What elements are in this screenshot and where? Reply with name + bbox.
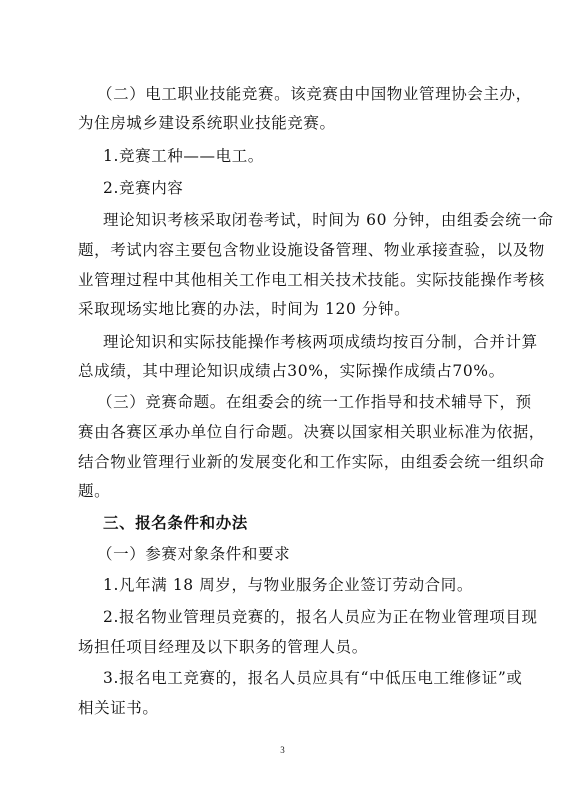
theory-paragraph-line-1: 理论知识考核采取闭卷考试，时间为 60 分钟，由组委会统一命 — [103, 211, 554, 229]
section-proposition-line-4: 题。 — [78, 482, 111, 500]
subheading-participants: （一）参赛对象条件和要求 — [97, 545, 291, 563]
section-electrician-competition-line-2: 为住房城乡建设系统职业技能竞赛。 — [78, 114, 336, 132]
score-paragraph-line-2: 总成绩，其中理论知识成绩占30%，实际操作成绩占70%。 — [78, 362, 505, 380]
heading-registration: 三、报名条件和办法 — [103, 514, 248, 532]
theory-paragraph-line-3: 业管理过程中其他相关工作电工相关技术技能。实际技能操作考核 — [78, 271, 545, 289]
theory-paragraph-line-4: 采取现场实地比赛的办法，时间为 120 分钟。 — [78, 300, 411, 318]
item-competition-type: 1.竞赛工种——电工。 — [103, 147, 264, 165]
requirement-1: 1.凡年满 18 周岁，与物业服务企业签订劳动合同。 — [103, 576, 473, 594]
requirement-3-line-2: 相关证书。 — [78, 699, 159, 717]
requirement-2-line-2: 场担任项目经理及以下职务的管理人员。 — [78, 638, 368, 656]
theory-paragraph-line-2: 题，考试内容主要包含物业设施设备管理、物业承接查验，以及物 — [78, 241, 545, 259]
section-electrician-competition-line-1: （二）电工职业技能竞赛。该竞赛由中国物业管理协会主办， — [97, 85, 532, 103]
requirement-3-line-1: 3.报名电工竞赛的，报名人员应具有“中低压电工维修证”或 — [103, 669, 523, 687]
page-number: 3 — [280, 745, 285, 755]
section-proposition-line-3: 结合物业管理行业新的发展变化和工作实际，由组委会统一组织命 — [78, 453, 545, 471]
item-competition-content: 2.竞赛内容 — [103, 179, 184, 197]
section-proposition-line-1: （三）竞赛命题。在组委会的统一工作指导和技术辅导下，预 — [97, 393, 532, 411]
section-proposition-line-2: 赛由各赛区承办单位自行命题。决赛以国家相关职业标准为依据， — [78, 423, 545, 441]
requirement-2-line-1: 2.报名物业管理员竞赛的，报名人员应为正在物业管理项目现 — [103, 608, 538, 626]
score-paragraph-line-1: 理论知识和实际技能操作考核两项成绩均按百分制，合并计算 — [103, 333, 538, 351]
